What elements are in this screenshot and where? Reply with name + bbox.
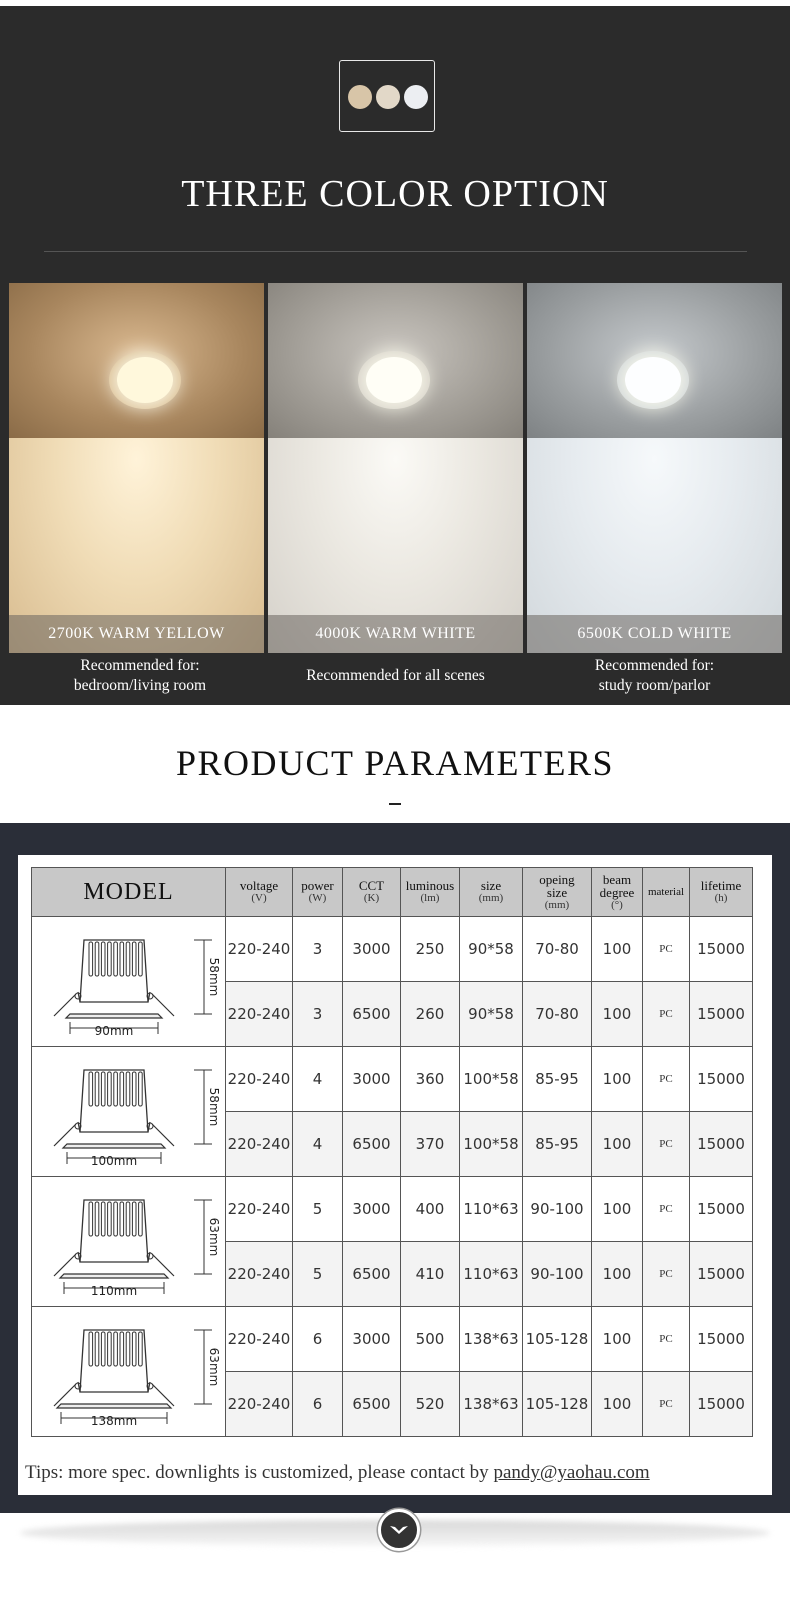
color-option-section — [0, 0, 790, 705]
table-cell: 85-95 — [523, 1047, 592, 1112]
table-cell: 15000 — [690, 1047, 753, 1112]
table-cell: 4 — [293, 1112, 343, 1177]
table-cell: 70-80 — [523, 982, 592, 1047]
table-cell: 220-240 — [226, 1177, 293, 1242]
table-cell: 100 — [592, 1242, 643, 1307]
table-cell: 90-100 — [523, 1177, 592, 1242]
table-cell: 520 — [401, 1372, 460, 1437]
header-beam-degree: beam degree (°) — [592, 868, 643, 917]
table-cell: 400 — [401, 1177, 460, 1242]
table-cell: 4 — [293, 1047, 343, 1112]
tips-text: Tips: more spec. downlights is customized, please contact by pandy@yaohau.com — [25, 1462, 650, 1483]
table-cell: 100 — [592, 1047, 643, 1112]
model-width-label: 138mm — [90, 1413, 137, 1428]
table-cell: PC — [643, 1242, 690, 1307]
table-cell: 6500 — [343, 1112, 401, 1177]
panel-caption: 4000K WARM WHITE — [268, 615, 523, 653]
table-cell: 15000 — [690, 1372, 753, 1437]
model-diagram — [32, 1307, 226, 1437]
table-cell: 15000 — [690, 1307, 753, 1372]
table-cell: 15000 — [690, 1112, 753, 1177]
table-cell: 90*58 — [460, 917, 523, 982]
table-cell: 6500 — [343, 1372, 401, 1437]
downlight-icon — [617, 351, 689, 409]
table-cell: PC — [643, 1372, 690, 1437]
table-cell: PC — [643, 1307, 690, 1372]
table-cell: 3 — [293, 982, 343, 1047]
model-height-label: 63mm — [206, 1347, 221, 1386]
table-cell: 100 — [592, 1372, 643, 1437]
table-cell: PC — [643, 1112, 690, 1177]
table-cell: 90-100 — [523, 1242, 592, 1307]
table-cell: 410 — [401, 1242, 460, 1307]
table-cell: 6500 — [343, 982, 401, 1047]
table-cell: 3 — [293, 917, 343, 982]
table-cell: 220-240 — [226, 1242, 293, 1307]
table-row — [32, 1177, 753, 1242]
table-cell: 110*63 — [460, 1177, 523, 1242]
table-cell: 220-240 — [226, 1307, 293, 1372]
title-underline — [389, 803, 401, 805]
table-cell: PC — [643, 1047, 690, 1112]
panel-warm-yellow — [9, 283, 264, 653]
downlight-dimension-icon — [34, 1178, 224, 1302]
divider — [44, 251, 747, 252]
table-cell: 105-128 — [523, 1372, 592, 1437]
table-cell: 100 — [592, 982, 643, 1047]
table-cell: 15000 — [690, 1242, 753, 1307]
table-row — [32, 1307, 753, 1372]
table-cell: 105-128 — [523, 1307, 592, 1372]
table-cell: 360 — [401, 1047, 460, 1112]
table-cell: 6 — [293, 1307, 343, 1372]
table-cell: 250 — [401, 917, 460, 982]
table-cell: 70-80 — [523, 917, 592, 982]
model-diagram — [32, 917, 226, 1047]
header-opening-size: opeing size (mm) — [523, 868, 592, 917]
table-cell: 100*58 — [460, 1112, 523, 1177]
table-cell: 500 — [401, 1307, 460, 1372]
section-title: THREE COLOR OPTION — [181, 173, 609, 215]
model-height-label: 63mm — [206, 1217, 221, 1256]
table-cell: 5 — [293, 1177, 343, 1242]
header-model: MODEL — [32, 868, 226, 917]
table-cell: 15000 — [690, 917, 753, 982]
contact-email-link[interactable]: pandy@yaohau.com — [493, 1462, 650, 1483]
cold-swatch — [404, 85, 428, 109]
downlight-icon — [358, 351, 430, 409]
table-cell: 100 — [592, 1177, 643, 1242]
warm-swatch — [348, 85, 372, 109]
panel-warm-white — [268, 283, 523, 653]
table-cell: 85-95 — [523, 1112, 592, 1177]
model-width-label: 110mm — [90, 1283, 137, 1298]
panel-cold-white — [527, 283, 782, 653]
header-cct: CCT (K) — [343, 868, 401, 917]
table-cell: 220-240 — [226, 1372, 293, 1437]
table-cell: 138*63 — [460, 1372, 523, 1437]
header-material: material — [643, 868, 690, 917]
table-row — [32, 1047, 753, 1112]
header-luminous: luminous (lm) — [401, 868, 460, 917]
table-cell: 6500 — [343, 1242, 401, 1307]
table-cell: 370 — [401, 1112, 460, 1177]
table-header-row — [32, 868, 753, 917]
table-cell: 110*63 — [460, 1242, 523, 1307]
recommendation-text: Recommended for: bedroom/living room — [73, 657, 207, 694]
model-width-label: 90mm — [94, 1023, 133, 1038]
table-row — [32, 917, 753, 982]
table-cell: 3000 — [343, 1047, 401, 1112]
table-cell: 6 — [293, 1372, 343, 1437]
table-cell: 220-240 — [226, 1047, 293, 1112]
top-strip — [0, 0, 790, 6]
color-swatch-icon — [339, 60, 435, 132]
header-power: power (W) — [293, 868, 343, 917]
downlight-dimension-icon — [34, 918, 224, 1042]
downlight-icon — [109, 351, 181, 409]
table-cell: 138*63 — [460, 1307, 523, 1372]
model-diagram — [32, 1047, 226, 1177]
table-cell: 90*58 — [460, 982, 523, 1047]
table-cell: 15000 — [690, 982, 753, 1047]
neutral-swatch — [376, 85, 400, 109]
model-height-label: 58mm — [206, 957, 221, 996]
table-cell: 100*58 — [460, 1047, 523, 1112]
model-height-label: 58mm — [206, 1087, 221, 1126]
table-cell: PC — [643, 1177, 690, 1242]
table-cell: 260 — [401, 982, 460, 1047]
footer-logo-icon — [378, 1509, 420, 1551]
table-cell: 3000 — [343, 917, 401, 982]
recommendation-text: Recommended for: study room/parlor — [594, 657, 715, 694]
table-cell: 220-240 — [226, 982, 293, 1047]
panel-caption: 2700K WARM YELLOW — [9, 615, 264, 653]
model-diagram — [32, 1177, 226, 1307]
table-cell: 100 — [592, 1112, 643, 1177]
model-width-label: 100mm — [90, 1153, 137, 1168]
downlight-dimension-icon — [34, 1308, 224, 1432]
recommendation-text: Recommended for all scenes — [306, 667, 485, 684]
header-voltage: voltage (V) — [226, 868, 293, 917]
table-cell: 220-240 — [226, 1112, 293, 1177]
table-cell: 15000 — [690, 1177, 753, 1242]
table-cell: 5 — [293, 1242, 343, 1307]
header-lifetime: lifetime (h) — [690, 868, 753, 917]
table-cell: 100 — [592, 1307, 643, 1372]
parameters-table — [31, 867, 753, 1437]
panel-caption: 6500K COLD WHITE — [527, 615, 782, 653]
table-cell: PC — [643, 982, 690, 1047]
table-cell: 3000 — [343, 1177, 401, 1242]
table-cell: 100 — [592, 917, 643, 982]
table-cell: 3000 — [343, 1307, 401, 1372]
table-cell: 220-240 — [226, 917, 293, 982]
downlight-dimension-icon — [34, 1048, 224, 1172]
table-cell: PC — [643, 917, 690, 982]
header-size: size (mm) — [460, 868, 523, 917]
params-title: PRODUCT PARAMETERS — [175, 743, 615, 783]
